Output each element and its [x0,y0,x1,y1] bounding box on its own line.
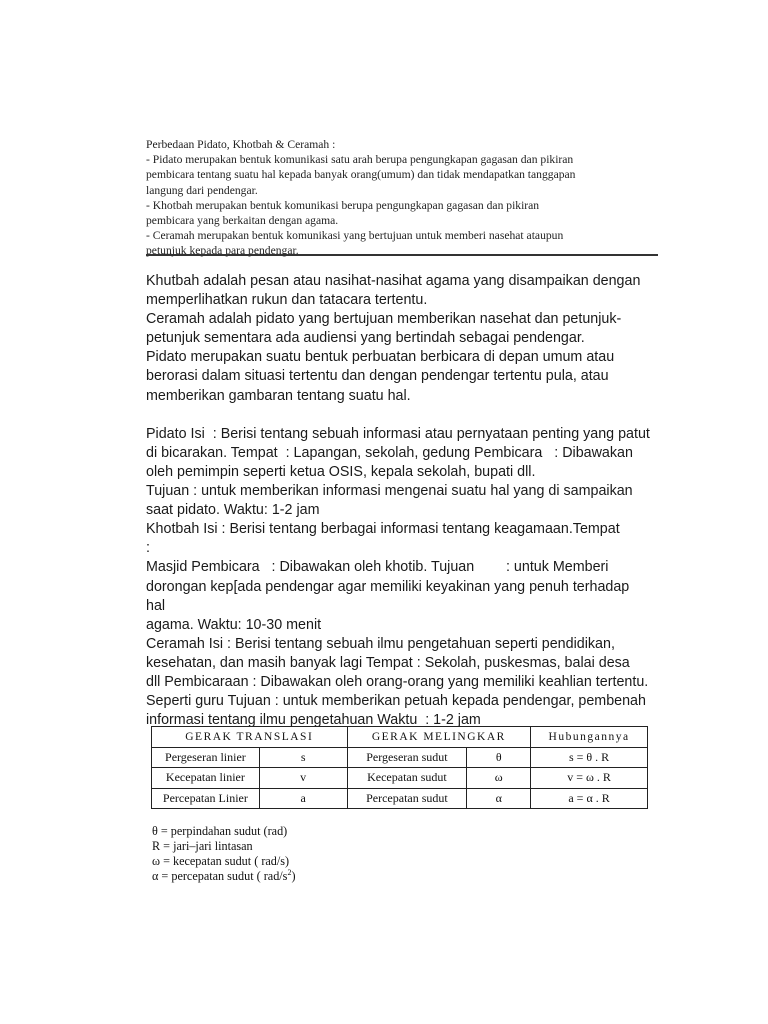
body-line: Pidato merupakan suatu bentuk perbuatan berbicara di depan umum atau [146,349,615,366]
body-line: memberikan gambaran tentang suatu hal. [146,387,411,404]
comparison-line: langung dari pendengar. [146,183,258,197]
comparison-line: pembicara yang berkaitan dengan agama. [146,214,339,228]
header-relationship: Hubungannya [531,727,648,748]
table-cell: Percepatan sudut [347,788,467,809]
body-line: informasi tentang ilmu pengetahuan Waktu : 1-2 jam [146,712,481,729]
table-cell: s [259,747,347,768]
table-cell: Pergeseran sudut [347,747,467,768]
body-line: Seperti guru Tujuan : untuk memberikan petuah kepada pendengar, pembenah [146,693,646,710]
table-cell: a = α . R [531,788,648,809]
body-line: agama. Waktu: 10-30 menit [146,616,322,633]
table-row [152,788,648,809]
table-cell: θ [467,747,531,768]
body-line: Khutbah adalah pesan atau nasihat-nasihat agama yang disampaikan dengan [146,273,641,289]
comparison-line: - Ceramah merupakan bentuk komunikasi yang bertujuan untuk memberi nasehat ataupun [146,229,564,243]
comparison-notes [146,137,658,259]
legend-theta: θ = perpindahan sudut (rad) [152,824,288,838]
body-line: Tujuan : untuk memberikan informasi mengenai suatu hal yang di sampaikan [146,483,633,500]
legend-alpha-text: α = percepatan sudut ( rad/s [152,869,288,883]
legend-radius: R = jari–jari lintasan [152,839,253,853]
body-line: kesehatan, dan masih banyak lagi Tempat : Sekolah, puskesmas, balai desa [146,654,630,671]
table-cell: a [259,788,347,809]
legend-alpha [152,869,412,884]
body-line: dll Pembicaraan : Dibawakan oleh orang-orang yang memiliki keahlian tertentu. [146,673,649,690]
table-row [152,768,648,789]
table-cell: α [467,788,531,809]
motion-comparison-table [151,726,648,809]
comparison-heading: Perbedaan Pidato, Khotbah & Ceramah : [146,138,336,151]
body-line: Khotbah Isi : Berisi tentang berbagai informasi tentang keagamaan.Tempat : [146,521,652,557]
legend-alpha-close: ) [291,869,296,883]
table-cell: Kecepatan sudut [347,768,467,789]
table-cell: Percepatan Linier [152,788,260,809]
body-line: oleh pemimpin seperti ketua OSIS, kepala sekolah, bupati dll. [146,463,536,480]
paragraph-gap [146,406,652,425]
table-cell: v [259,768,347,789]
table-row [152,747,648,768]
body-line: Pidato Isi : Berisi tentang sebuah informasi atau pernyataan penting yang patut [146,425,650,442]
table-cell: Pergeseran linier [152,747,260,768]
body-line: saat pidato. Waktu: 1-2 jam [146,502,320,519]
table-cell: ω [467,768,531,789]
table-cell: Kecepatan linier [152,768,260,789]
section-divider [146,254,658,256]
body-line: berorasi dalam situasi tertentu dan dengan pendengar tertentu pula, atau [146,368,609,385]
body-line: memperlihatkan rukun dan tatacara tertentu. [146,292,428,309]
header-translational-motion: GERAK TRANSLASI [152,727,348,748]
body-line: dorongan kep[ada pendengar agar memiliki keyakinan yang penuh terhadap hal [146,578,634,614]
table-cell: s = θ . R [531,747,648,768]
header-circular-motion: GERAK MELINGKAR [347,727,531,748]
definitions-text [146,272,652,730]
table-header-row [152,727,648,748]
legend-alpha-exponent: 2 [287,867,292,877]
comparison-line: petunjuk kepada para pendengar. [146,244,299,258]
symbol-legend [152,824,412,884]
body-line: Masjid Pembicara : Dibawakan oleh khotib. Tujuan : untuk Memberi [146,559,609,576]
table-cell: v = ω . R [531,768,648,789]
comparison-line: pembicara tentang suatu hal kepada banyak orang(umum) dan tidak mendapatkan tanggapan [146,168,576,182]
comparison-line: - Pidato merupakan bentuk komunikasi satu arah berupa pengungkapan gagasan dan pikiran [146,153,574,167]
body-line: Ceramah adalah pidato yang bertujuan memberikan nasehat dan petunjuk- [146,311,622,328]
body-line: di bicarakan. Tempat : Lapangan, sekolah, gedung Pembicara : Dibawakan [146,444,633,461]
legend-omega: ω = kecepatan sudut ( rad/s) [152,854,290,868]
body-line: petunjuk sementara ada audiensi yang bertindah sebagai pendengar. [146,330,585,347]
body-line: Ceramah Isi : Berisi tentang sebuah ilmu pengetahuan seperti pendidikan, [146,635,615,652]
comparison-line: - Khotbah merupakan bentuk komunikasi berupa pengungkapan gagasan dan pikiran [146,198,540,212]
